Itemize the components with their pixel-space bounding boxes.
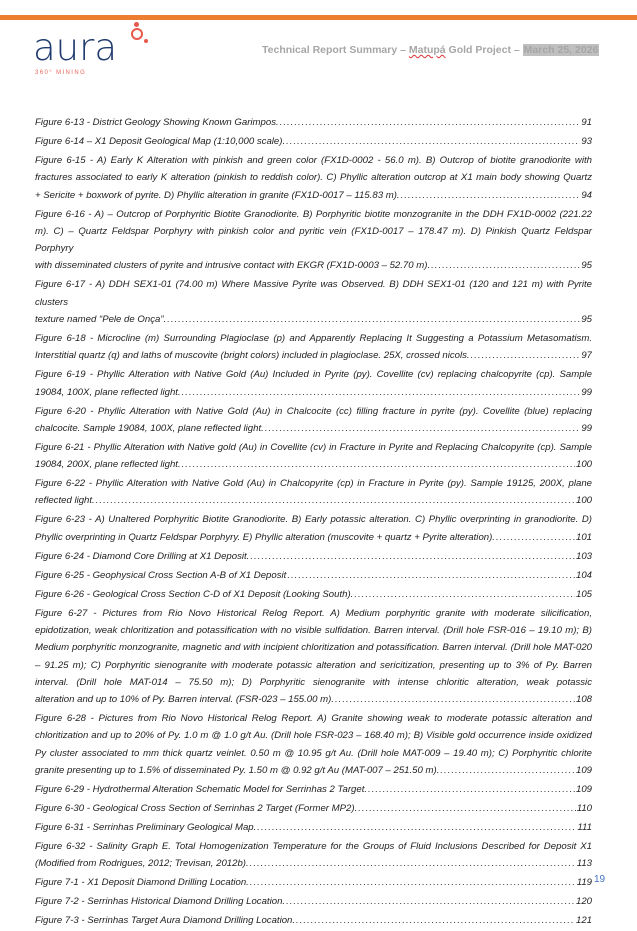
- toc-entry[interactable]: [35, 330, 592, 365]
- toc-leader-dots: [280, 114, 581, 131]
- toc-entry[interactable]: [35, 403, 592, 438]
- toc-page-number[interactable]: 93: [581, 135, 592, 147]
- toc-entry-title: + Sericite + boxwork of pyrite. D) Phyllic alteration in granite (FX1D-0017 – 115.83 m).: [35, 189, 400, 201]
- toc-page-number[interactable]: 104: [575, 569, 592, 581]
- toc-leader-dots: [286, 133, 580, 150]
- toc-entry-title: with disseminated clusters of pyrite and intrusive contact with EKGR (FX1D-0003 – 52.70 m).: [35, 260, 431, 272]
- toc-entry-title: 19084, 200X, plane reflected light.: [35, 459, 181, 471]
- toc-entry-text: Figure 6-15 - A) Early K Alteration with pinkish and green color (FX1D-0002 - 56.0 m). B) Outcrop of biotite granodiorite with fractures associated to early K alteration (pinkish to reddish color). C) Phyllic alteration outcrop at X1 main body showing Quartz: [35, 154, 592, 184]
- logo-ring-icon: [131, 28, 143, 40]
- toc-page-number[interactable]: 120: [575, 896, 592, 908]
- toc-entry[interactable]: [35, 114, 592, 131]
- toc-entry-title: Phyllic overprinting in Quartz Feldspar Porphyry. E) Phyllic alteration (muscovite + quartz + Pyrite alteration).: [35, 531, 495, 543]
- toc-entry[interactable]: [35, 781, 592, 798]
- toc-page-number[interactable]: 119: [576, 877, 592, 889]
- toc-leader-dots: [286, 893, 575, 910]
- toc-entry-text: Figure 6-20 - Phyllic Alteration with Native Gold (Au) in Chalcocite (cc) filling fracture in pyrite (py). Covellite (blue) replacing: [35, 405, 592, 417]
- toc-entry-text: Figure 6-18 - Microcline (m) Surrounding Plagioclase (p) and Apparently Replacing It Suggesting a Potassium Metasomatism.: [35, 333, 592, 344]
- toc-entry-text: Figure 6-27 - Pictures from Rio Novo Historical Relog Report. A) Medium porphyritic granite with moderate silicification, epidotization, weak chloritization and potassification with no visible sulfidation. Barren interval. (Drill hole FSR-016 – 19.10 m); B) Medium porphyritic monzogranite, magnetic and with incipient chloritization and potassification. Barren interval. (Drill hole MAT-020 – 91.25 m); C) Porphyritic sienogranite with moderate potassic alteration and sericitization, presenting up to 3% of Py. Barren interval. (Drill hole MAT-014 – 75.50 m); D) Porphyritic sienogranite with intense chloritic alteration, weak potassic: [35, 607, 592, 688]
- toc-page-number[interactable]: 91: [581, 117, 592, 128]
- toc-entry[interactable]: [35, 819, 592, 836]
- toc-page-number[interactable]: 95: [581, 314, 592, 326]
- toc-entry-title: texture named “Pele de Onça”.: [35, 314, 167, 326]
- toc-leader-dots: [335, 691, 575, 708]
- toc-entry-title: Figure 6-14 – X1 Deposit Geological Map (1:10,000 scale).: [35, 135, 286, 147]
- toc-page-number[interactable]: 111: [577, 821, 592, 833]
- logo-tagline: 360° MINING: [35, 70, 87, 76]
- toc-entry[interactable]: [35, 605, 592, 709]
- toc-entry[interactable]: [35, 800, 592, 817]
- toc-entry[interactable]: [35, 567, 592, 584]
- toc-leader-dots: [358, 800, 575, 817]
- toc-leader-dots: [287, 567, 575, 584]
- toc-entry-text: Figure 6-17 - A) DDH SEX1-01 (74.00 m) Where Massive Pyrite was Observed. B) DDH SEX1-01 (120 and 121 m) with Pyrite clusters: [35, 279, 592, 308]
- toc-page-number[interactable]: 110: [576, 802, 592, 814]
- toc-entry-title: Figure 6-13 - District Geology Showing Known Garimpos.: [35, 117, 279, 128]
- toc-entry-title: Figure 6-25 - Geophysical Cross Section A-B of X1 Deposit: [35, 569, 287, 581]
- header-accent-bar: [0, 15, 637, 20]
- toc-entry-title: Figure 7-2 - Serrinhas Historical Diamond Drilling Location.: [35, 896, 286, 908]
- toc-entry-text: Figure 6-32 - Salinity Graph E. Total Homogenization Temperature for the Groups of Fluid Inclusions Described for Deposit X1: [35, 840, 592, 852]
- toc-leader-dots: [182, 384, 581, 401]
- toc-leader-dots: [471, 347, 581, 364]
- toc-page-number[interactable]: 108: [575, 694, 592, 706]
- toc-page-number[interactable]: 99: [581, 386, 592, 398]
- toc-entry-title: Figure 7-1 - X1 Deposit Diamond Drilling Location.: [35, 877, 249, 889]
- toc-entry[interactable]: [35, 874, 592, 891]
- toc-entry-text: Figure 6-16 - A) – Outcrop of Porphyritic Biotite Granodiorite. B) Porphyritic biotite monzogranite in the DDH FX1D-0002 (221.22 m). C) – Quartz Feldspar Porphyry with pinkish color and pyritic vein (FX1D-0017 – 178.47 m). D) Pinkish Quartz Feldspar Porphyry: [35, 208, 592, 255]
- toc-entry-title: 19084, 100X, plane reflected light.: [35, 386, 181, 398]
- toc-entry[interactable]: [35, 133, 592, 150]
- toc-entry[interactable]: [35, 276, 592, 328]
- aura-logo: [33, 22, 163, 82]
- toc-entry-text: Figure 6-28 - Pictures from Rio Novo Historical Relog Report. A) Granite showing weak to moderate potassic alteration and chloritization and up to 20% of Py. 1.0 m @ 1.0 g/t Au. (Drill hole FSR-023 – 168.40 m); B) Visible gold occurrence inside oxidized Py cluster associated to mm thick quartz veinlet. 0.50 m @ 10.95 g/t Au. (Drill hole MAT-009 – 19.40 m); C) Porphyritic chlorite: [35, 713, 592, 759]
- toc-entry-text: Figure 6-22 - Phyllic Alteration with Native Gold (Au) in Chalcopyrite (cp) in Fracture in Pyrite (py). Sample 19125, 200X, plane: [35, 478, 592, 490]
- toc-entry[interactable]: [35, 710, 592, 779]
- toc-entry-text: Figure 6-19 - Phyllic Alteration with Native Gold (Au) Included in Pyrite (py). Covellite (cv) replacing chalcopyrite (cp). Sample: [35, 369, 592, 381]
- toc-page-number[interactable]: 97: [581, 350, 592, 362]
- header-title-middle: Gold Project –: [445, 44, 523, 56]
- toc-entry-title: Figure 7-3 - Serrinhas Target Aura Diamond Drilling Location.: [35, 915, 296, 927]
- toc-entry-title: Figure 6-26 - Geological Cross Section C-D of X1 Deposit (Looking South).: [35, 588, 354, 600]
- toc-page-number[interactable]: 113: [576, 858, 592, 870]
- toc-page-number[interactable]: 100: [575, 495, 592, 507]
- toc-entry[interactable]: [35, 475, 592, 510]
- toc-page-number[interactable]: 101: [575, 531, 592, 543]
- toc-entry-title: granite presenting up to 1.5% of disseminated Py. 1.50 m @ 0.92 g/t Au (MAT-007 – 251.50 m).: [35, 765, 440, 776]
- toc-entry[interactable]: [35, 439, 592, 474]
- toc-page-number[interactable]: 109: [575, 765, 592, 776]
- toc-leader-dots: [250, 874, 576, 891]
- list-of-figures: [35, 114, 592, 931]
- toc-entry[interactable]: [35, 511, 592, 546]
- toc-entry-title: Figure 6-30 - Geological Cross Section of Serrinhas 2 Target (Former MP2).: [35, 802, 358, 814]
- toc-leader-dots: [440, 762, 575, 779]
- toc-entry[interactable]: [35, 893, 592, 910]
- header-title-prefix: Technical Report Summary –: [262, 44, 409, 56]
- toc-entry[interactable]: [35, 366, 592, 401]
- toc-leader-dots: [182, 456, 575, 473]
- toc-page-number[interactable]: 105: [575, 588, 592, 600]
- logo-dot-icon: [144, 39, 148, 43]
- running-header: [262, 44, 599, 56]
- toc-entry[interactable]: [35, 838, 592, 873]
- toc-entry-title: Figure 6-29 - Hydrothermal Alteration Schematic Model for Serrinhas 2 Target.: [35, 783, 368, 795]
- toc-entry[interactable]: [35, 548, 592, 565]
- toc-leader-dots: [250, 855, 576, 872]
- toc-entry-text: Figure 6-23 - A) Unaltered Porphyritic Biotite Granodiorite. B) Early potassic alteration. C) Phyllic overprinting in granodiorite. D): [35, 514, 592, 526]
- toc-entry[interactable]: [35, 152, 592, 204]
- toc-page-number[interactable]: 94: [581, 189, 592, 201]
- logo-dot-icon: [134, 22, 139, 27]
- header-project-word: Matupá: [408, 44, 446, 56]
- toc-entry-title: reflected light.: [35, 495, 95, 507]
- toc-entry-title: Figure 6-31 - Serrinhas Preliminary Geological Map.: [35, 821, 257, 833]
- page-number: 19: [594, 874, 606, 885]
- toc-leader-dots: [250, 548, 575, 565]
- toc-entry[interactable]: [35, 912, 592, 929]
- toc-leader-dots: [354, 586, 575, 603]
- toc-page-number[interactable]: 99: [581, 422, 592, 434]
- toc-leader-dots: [296, 912, 575, 929]
- toc-page-number[interactable]: 95: [581, 260, 592, 272]
- toc-entry-text: Figure 6-21 - Phyllic Alteration with Native gold (Au) in Covellite (cv) in Fracture in Pyrite and Replacing Chalcopyrite (cp). Sample: [35, 441, 592, 453]
- toc-entry-title: (Modified from Rodrigues, 2012; Trevisan, 2012b).: [35, 858, 249, 870]
- toc-entry[interactable]: [35, 206, 592, 275]
- header-date: March 25, 2026: [523, 44, 599, 56]
- toc-entry-title: chalcocite. Sample 19084, 100X, plane reflected light.: [35, 422, 264, 434]
- toc-page-number[interactable]: 109: [575, 783, 592, 795]
- toc-leader-dots: [265, 420, 581, 437]
- toc-entry-title: Figure 6-24 - Diamond Core Drilling at X1 Deposit.: [35, 550, 250, 562]
- toc-leader-dots: [496, 529, 575, 546]
- toc-leader-dots: [167, 311, 580, 328]
- logo-wordmark: aura: [33, 26, 118, 69]
- toc-leader-dots: [401, 187, 581, 204]
- toc-page-number[interactable]: 103: [575, 550, 592, 562]
- toc-page-number[interactable]: 121: [575, 915, 592, 927]
- toc-entry[interactable]: [35, 586, 592, 603]
- toc-leader-dots: [431, 257, 580, 274]
- toc-leader-dots: [96, 492, 575, 509]
- toc-entry-title: alteration and up to 10% of Py. Barren interval. (FSR-023 – 155.00 m).: [35, 694, 334, 706]
- toc-page-number[interactable]: 100: [575, 459, 592, 471]
- toc-leader-dots: [368, 781, 575, 798]
- toc-leader-dots: [257, 819, 576, 836]
- toc-entry-title: Interstitial quartz (q) and laths of muscovite (bright colors) included in plagioclase. 25X, crossed nicols.: [35, 350, 470, 362]
